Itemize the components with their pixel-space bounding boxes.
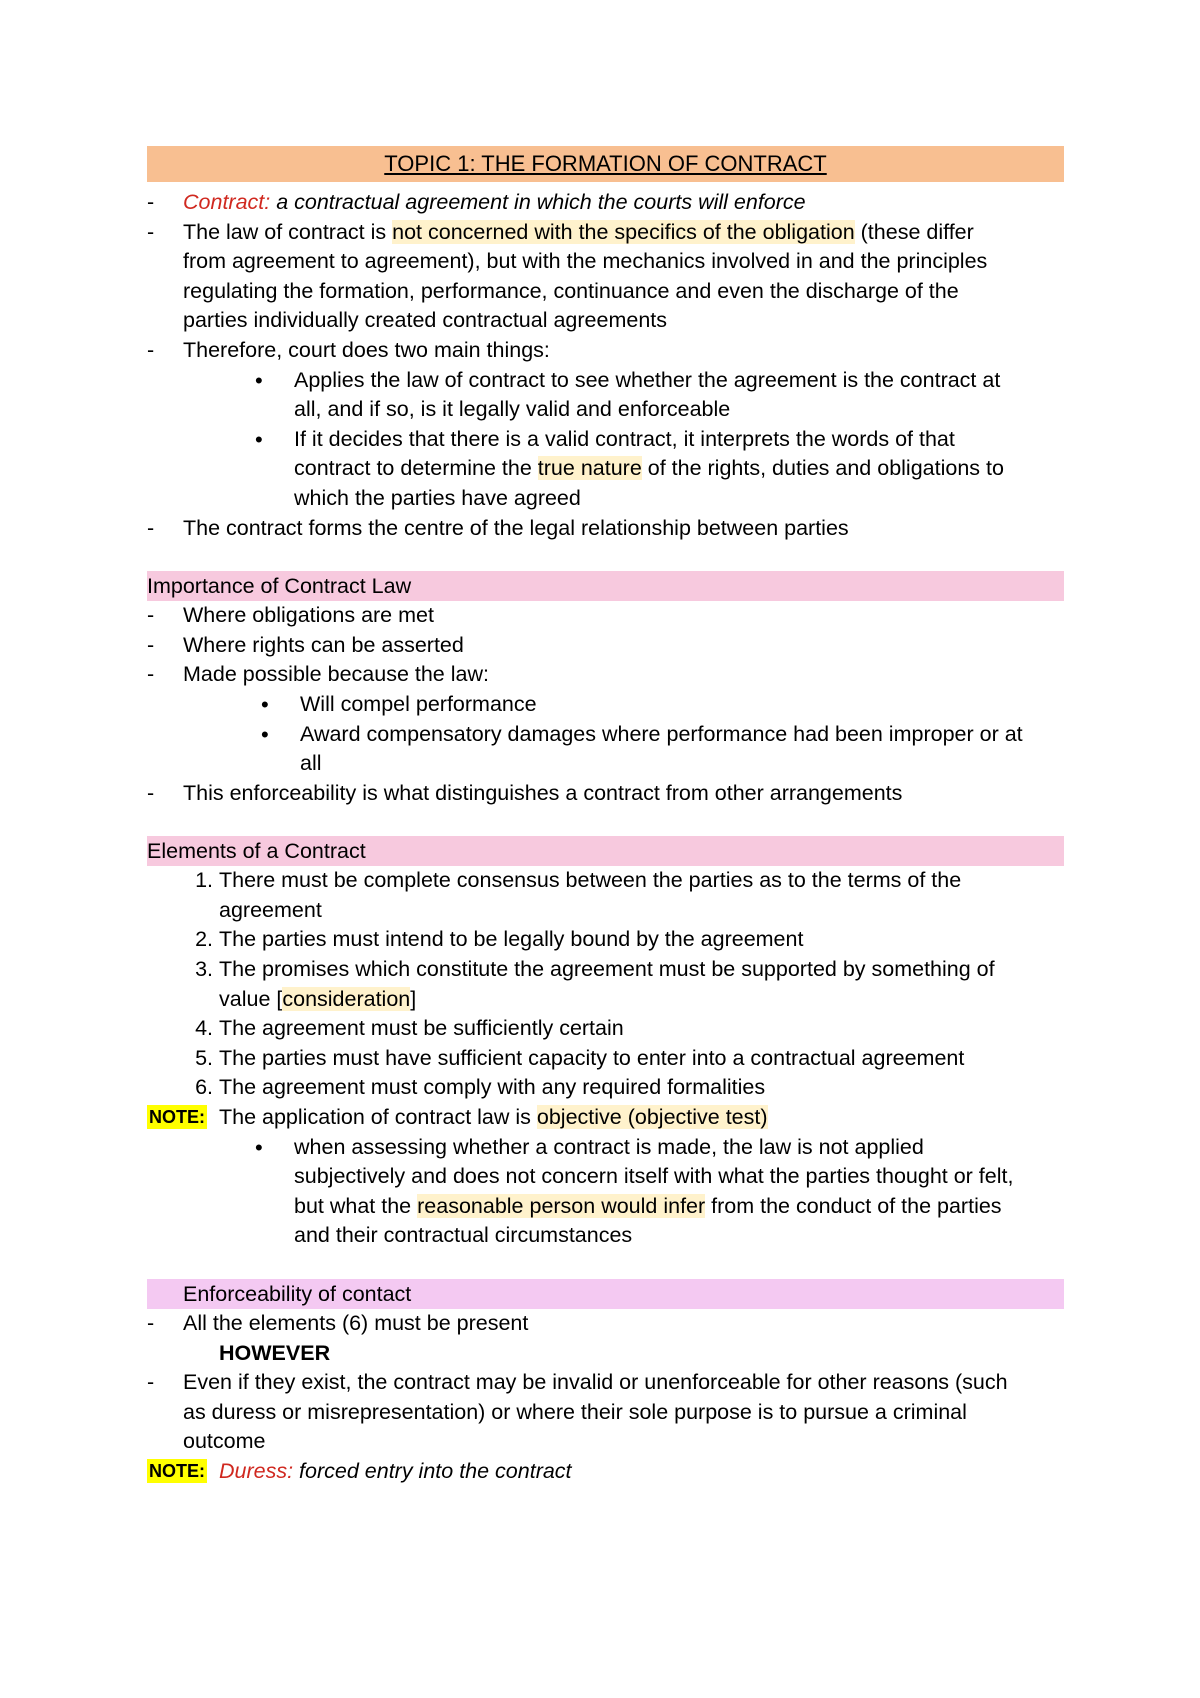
sub-list-item bbox=[147, 425, 1064, 455]
text-continuation: from agreement to agreement), but with the mechanics involved in and the principles bbox=[183, 249, 988, 274]
note-tag: NOTE: bbox=[149, 1107, 205, 1128]
numbered-item bbox=[147, 925, 1064, 955]
text: Where obligations are met bbox=[183, 603, 434, 628]
sub-list-item bbox=[147, 366, 1064, 396]
text-continuation: all, and if so, is it legally valid and enforceable bbox=[294, 397, 731, 422]
text-continuation: as duress or misrepresentation) or where their sole purpose is to pursue a criminal bbox=[183, 1399, 967, 1424]
text: The agreement must be sufficiently certain bbox=[219, 1016, 624, 1041]
text: when assessing whether a contract is made, the law is not applied bbox=[294, 1134, 924, 1159]
list-item bbox=[147, 218, 1064, 248]
text: The law of contract is bbox=[183, 219, 393, 244]
text-continuation: parties individually created contractual agreements bbox=[183, 308, 668, 333]
dash-bullet: - bbox=[147, 337, 155, 362]
section-heading-elements: Elements of a Contract bbox=[147, 836, 1064, 866]
dash-bullet: - bbox=[147, 190, 155, 214]
however-label: HOWEVER bbox=[219, 1340, 331, 1365]
text-continuation: agreement bbox=[219, 897, 322, 922]
note-tag: NOTE: bbox=[149, 1460, 205, 1481]
text: Therefore, court does two main things: bbox=[183, 337, 550, 362]
term-definition: forced entry into the contract bbox=[293, 1458, 572, 1483]
dash-bullet: - bbox=[147, 603, 155, 628]
sub-list-item bbox=[147, 1133, 1064, 1163]
item-number: 4. bbox=[195, 1016, 213, 1041]
list-item bbox=[147, 188, 1064, 218]
numbered-item bbox=[147, 1014, 1064, 1044]
bullet-dot: • bbox=[261, 721, 269, 747]
text-continuation: all bbox=[300, 751, 322, 776]
text: of the rights, duties and obligations to bbox=[641, 456, 1004, 481]
numbered-item bbox=[147, 955, 1064, 985]
text: Applies the law of contract to see whether the agreement is the contract at bbox=[294, 367, 1001, 392]
note-line bbox=[147, 1457, 1064, 1487]
term-label: Contract: bbox=[183, 190, 271, 214]
note-line bbox=[147, 1103, 1064, 1133]
item-number: 5. bbox=[195, 1045, 213, 1070]
text: Will compel performance bbox=[300, 691, 537, 716]
section-heading-importance: Importance of Contract Law bbox=[147, 571, 1064, 601]
text: The agreement must comply with any required formalities bbox=[219, 1075, 766, 1100]
list-item bbox=[147, 779, 1064, 809]
list-item bbox=[147, 601, 1064, 631]
numbered-item bbox=[147, 1073, 1064, 1103]
dash-bullet: - bbox=[147, 515, 155, 540]
dash-bullet: - bbox=[147, 219, 155, 244]
text-continuation bbox=[147, 985, 1064, 1015]
text-continuation: subjectively and does not concern itself with what the parties thought or felt, bbox=[294, 1164, 1014, 1189]
text: Award compensatory damages where performance had been improper or at bbox=[300, 721, 1023, 746]
text: ] bbox=[410, 986, 417, 1011]
list-item bbox=[147, 631, 1064, 661]
numbered-item bbox=[147, 1044, 1064, 1074]
text-continuation bbox=[147, 454, 1064, 484]
text: (these differ bbox=[854, 219, 974, 244]
highlighted-text: objective (objective test) bbox=[536, 1105, 768, 1130]
text: The contract forms the centre of the legal relationship between parties bbox=[183, 515, 849, 540]
dash-bullet: - bbox=[147, 780, 155, 805]
list-item bbox=[147, 1309, 1064, 1339]
text-continuation: outcome bbox=[183, 1429, 266, 1454]
list-item bbox=[147, 660, 1064, 690]
text: The application of contract law is bbox=[219, 1105, 537, 1130]
highlighted-text: true nature bbox=[537, 456, 642, 481]
item-number: 1. bbox=[195, 868, 213, 893]
dash-bullet: - bbox=[147, 1311, 155, 1335]
bullet-dot: • bbox=[261, 691, 269, 717]
highlighted-text: reasonable person would infer bbox=[417, 1193, 706, 1218]
dash-bullet: - bbox=[147, 632, 155, 657]
dash-bullet: - bbox=[147, 1370, 155, 1395]
text: Even if they exist, the contract may be invalid or unenforceable for other reasons (such bbox=[183, 1370, 1008, 1395]
text: If it decides that there is a valid contract, it interprets the words of that bbox=[294, 426, 955, 451]
term-definition: a contractual agreement in which the courts will enforce bbox=[270, 190, 806, 214]
highlighted-text: consideration bbox=[282, 986, 411, 1011]
text: The parties must intend to be legally bound by the agreement bbox=[219, 927, 804, 952]
text: The parties must have sufficient capacity to enter into a contractual agreement bbox=[219, 1045, 965, 1070]
item-number: 2. bbox=[195, 927, 213, 952]
numbered-item bbox=[147, 866, 1064, 896]
section-heading-enforceability: Enforceability of contact bbox=[147, 1279, 1064, 1309]
text-continuation: regulating the formation, performance, continuance and even the discharge of the bbox=[183, 278, 959, 303]
list-item bbox=[147, 1368, 1064, 1398]
text: This enforceability is what distinguishes a contract from other arrangements bbox=[183, 780, 903, 805]
list-item bbox=[147, 336, 1064, 366]
sub-list-item bbox=[147, 720, 1064, 750]
item-number: 3. bbox=[195, 957, 213, 982]
text: from the conduct of the parties bbox=[705, 1193, 1002, 1218]
document-body bbox=[147, 146, 1064, 1487]
bullet-dot: • bbox=[255, 1134, 263, 1160]
text-continuation: which the parties have agreed bbox=[294, 485, 581, 510]
page-title: TOPIC 1: THE FORMATION OF CONTRACT bbox=[147, 146, 1064, 182]
highlighted-text: not concerned with the specifics of the obligation bbox=[392, 219, 855, 244]
term-label: Duress: bbox=[219, 1458, 294, 1483]
list-item bbox=[147, 514, 1064, 544]
text: value [ bbox=[219, 986, 283, 1011]
bullet-dot: • bbox=[255, 426, 263, 452]
text: Made possible because the law: bbox=[183, 662, 489, 687]
text: Where rights can be asserted bbox=[183, 632, 464, 657]
text-continuation bbox=[147, 1192, 1064, 1222]
dash-bullet: - bbox=[147, 662, 155, 687]
text: The promises which constitute the agreement must be supported by something of bbox=[219, 957, 995, 982]
text: but what the bbox=[294, 1193, 418, 1218]
text: All the elements (6) must be present bbox=[183, 1311, 529, 1335]
text: There must be complete consensus between the parties as to the terms of the bbox=[219, 868, 962, 893]
item-number: 6. bbox=[195, 1075, 213, 1100]
bullet-dot: • bbox=[255, 367, 263, 393]
text: contract to determine the bbox=[294, 456, 538, 481]
text-continuation: and their contractual circumstances bbox=[294, 1223, 633, 1248]
sub-list-item bbox=[147, 690, 1064, 720]
